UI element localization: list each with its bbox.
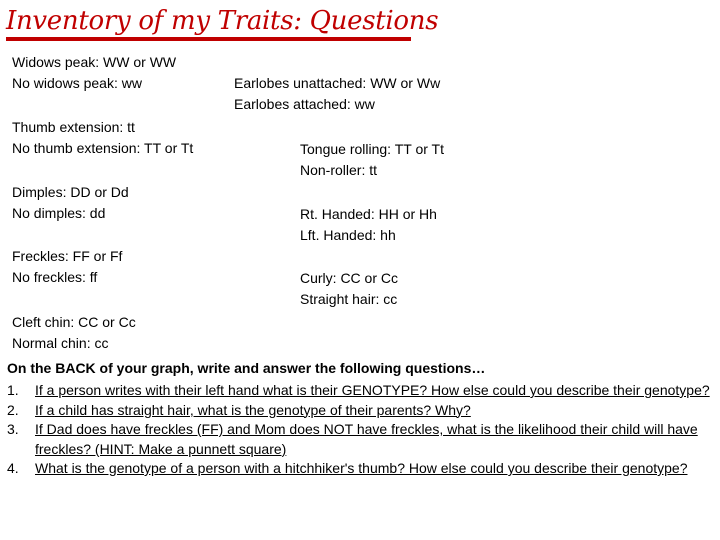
question-item <box>7 401 715 421</box>
trait-recessive: Normal chin: cc <box>12 335 109 351</box>
trait-freckles <box>12 246 122 288</box>
question-number: 1. <box>7 382 19 398</box>
trait-recessive: Non-roller: tt <box>300 162 378 178</box>
trait-tongue <box>300 139 444 181</box>
trait-dominant: Rt. Handed: HH or Hh <box>300 206 437 222</box>
trait-dominant: Widows peak: WW or WW <box>12 54 177 70</box>
questions-list <box>7 381 715 479</box>
trait-dominant: Earlobes unattached: WW or Ww <box>234 75 441 91</box>
trait-recessive: Thumb extension: tt <box>12 119 135 135</box>
question-item <box>7 381 715 401</box>
trait-dominant: Freckles: FF or Ff <box>12 248 123 264</box>
questions-heading: On the BACK of your graph, write and answer the following questions… <box>7 360 486 376</box>
trait-dominant: Tongue rolling: TT or Tt <box>300 141 444 157</box>
question-text: If a person writes with their left hand what is their GENOTYPE? How else could you describe their genotype? <box>35 382 710 398</box>
page-title: Inventory of my Traits: Questions <box>6 6 439 36</box>
trait-dominant: Cleft chin: CC or Cc <box>12 314 136 330</box>
trait-recessive: Lft. Handed: hh <box>300 227 396 243</box>
question-text: If Dad does have freckles (FF) and Mom does NOT have freckles, what is the likelihood their child will have freckles? (HINT: Make a punnett square) <box>35 421 698 457</box>
title-underline <box>6 37 411 41</box>
trait-recessive: Straight hair: cc <box>300 291 398 307</box>
question-text: What is the genotype of a person with a hitchhiker's thumb? How else could you describe their genotype? <box>35 460 688 476</box>
question-number: 4. <box>7 460 19 476</box>
trait-handed <box>300 204 437 246</box>
trait-dominant: No thumb extension: TT or Tt <box>12 140 194 156</box>
question-text: If a child has straight hair, what is the genotype of their parents? Why? <box>35 401 471 418</box>
trait-dimples <box>12 182 129 224</box>
question-number: 2. <box>7 401 19 418</box>
trait-recessive: No dimples: dd <box>12 205 106 221</box>
trait-recessive: Earlobes attached: ww <box>234 96 375 112</box>
trait-thumb <box>12 117 193 159</box>
trait-earlobes <box>234 73 440 115</box>
trait-widows-peak <box>12 52 176 94</box>
question-item <box>7 420 715 459</box>
trait-hair <box>300 268 398 310</box>
question-number: 3. <box>7 421 19 437</box>
question-item <box>7 459 715 479</box>
trait-chin <box>12 312 136 354</box>
trait-recessive: No freckles: ff <box>12 269 98 285</box>
trait-dominant: Dimples: DD or Dd <box>12 184 129 200</box>
trait-dominant: Curly: CC or Cc <box>300 270 399 286</box>
trait-recessive: No widows peak: ww <box>12 75 142 91</box>
